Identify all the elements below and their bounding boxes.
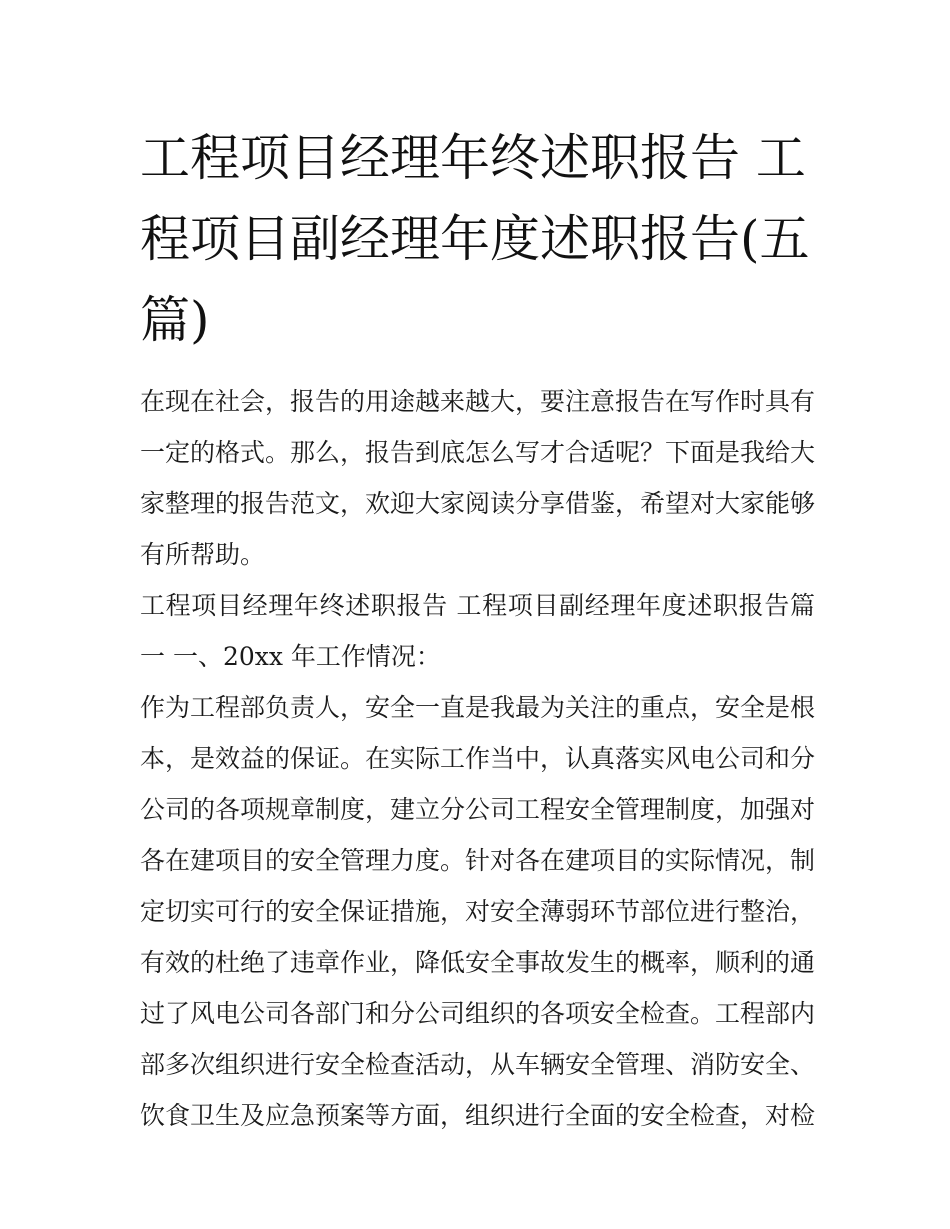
document-body <box>140 118 815 1141</box>
intro-paragraph: 在现在社会，报告的用途越来越大，要注意报告在写作时具有一定的格式。那么，报告到底怎么写才合适呢？下面是我给大家整理的报告范文，欢迎大家阅读分享借鉴，希望对大家能够有所帮助。 <box>140 387 816 569</box>
document-title: 工程项目经理年终述职报告 工程项目副经理年度述职报告(五篇) <box>140 129 810 349</box>
body-paragraph: 作为工程部负责人，安全一直是我最为关注的重点，安全是根本，是效益的保证。在实际工作当中，认真落实风电公司和分公司的各项规章制度，建立分公司工程安全管理制度，加强对各在建项目的安全管理力度。针对各在建项目的实际情况，制定切实可行的安全保证措施，对安全薄弱环节部位进行整治，有效的杜绝了违章作业，降低安全事故发生的概率，顺利的通过了风电公司各部门和分公司组织的各项安全检查。工程部内部多次组织进行安全检查活动，从车辆安全管理、消防安全、饮食卫生及应急预案等方面，组织进行全面的安全检查，对检 <box>140 693 816 1130</box>
section-heading-paragraph: 工程项目经理年终述职报告 工程项目副经理年度述职报告篇一 一、20xx 年工作情况： <box>140 591 815 671</box>
